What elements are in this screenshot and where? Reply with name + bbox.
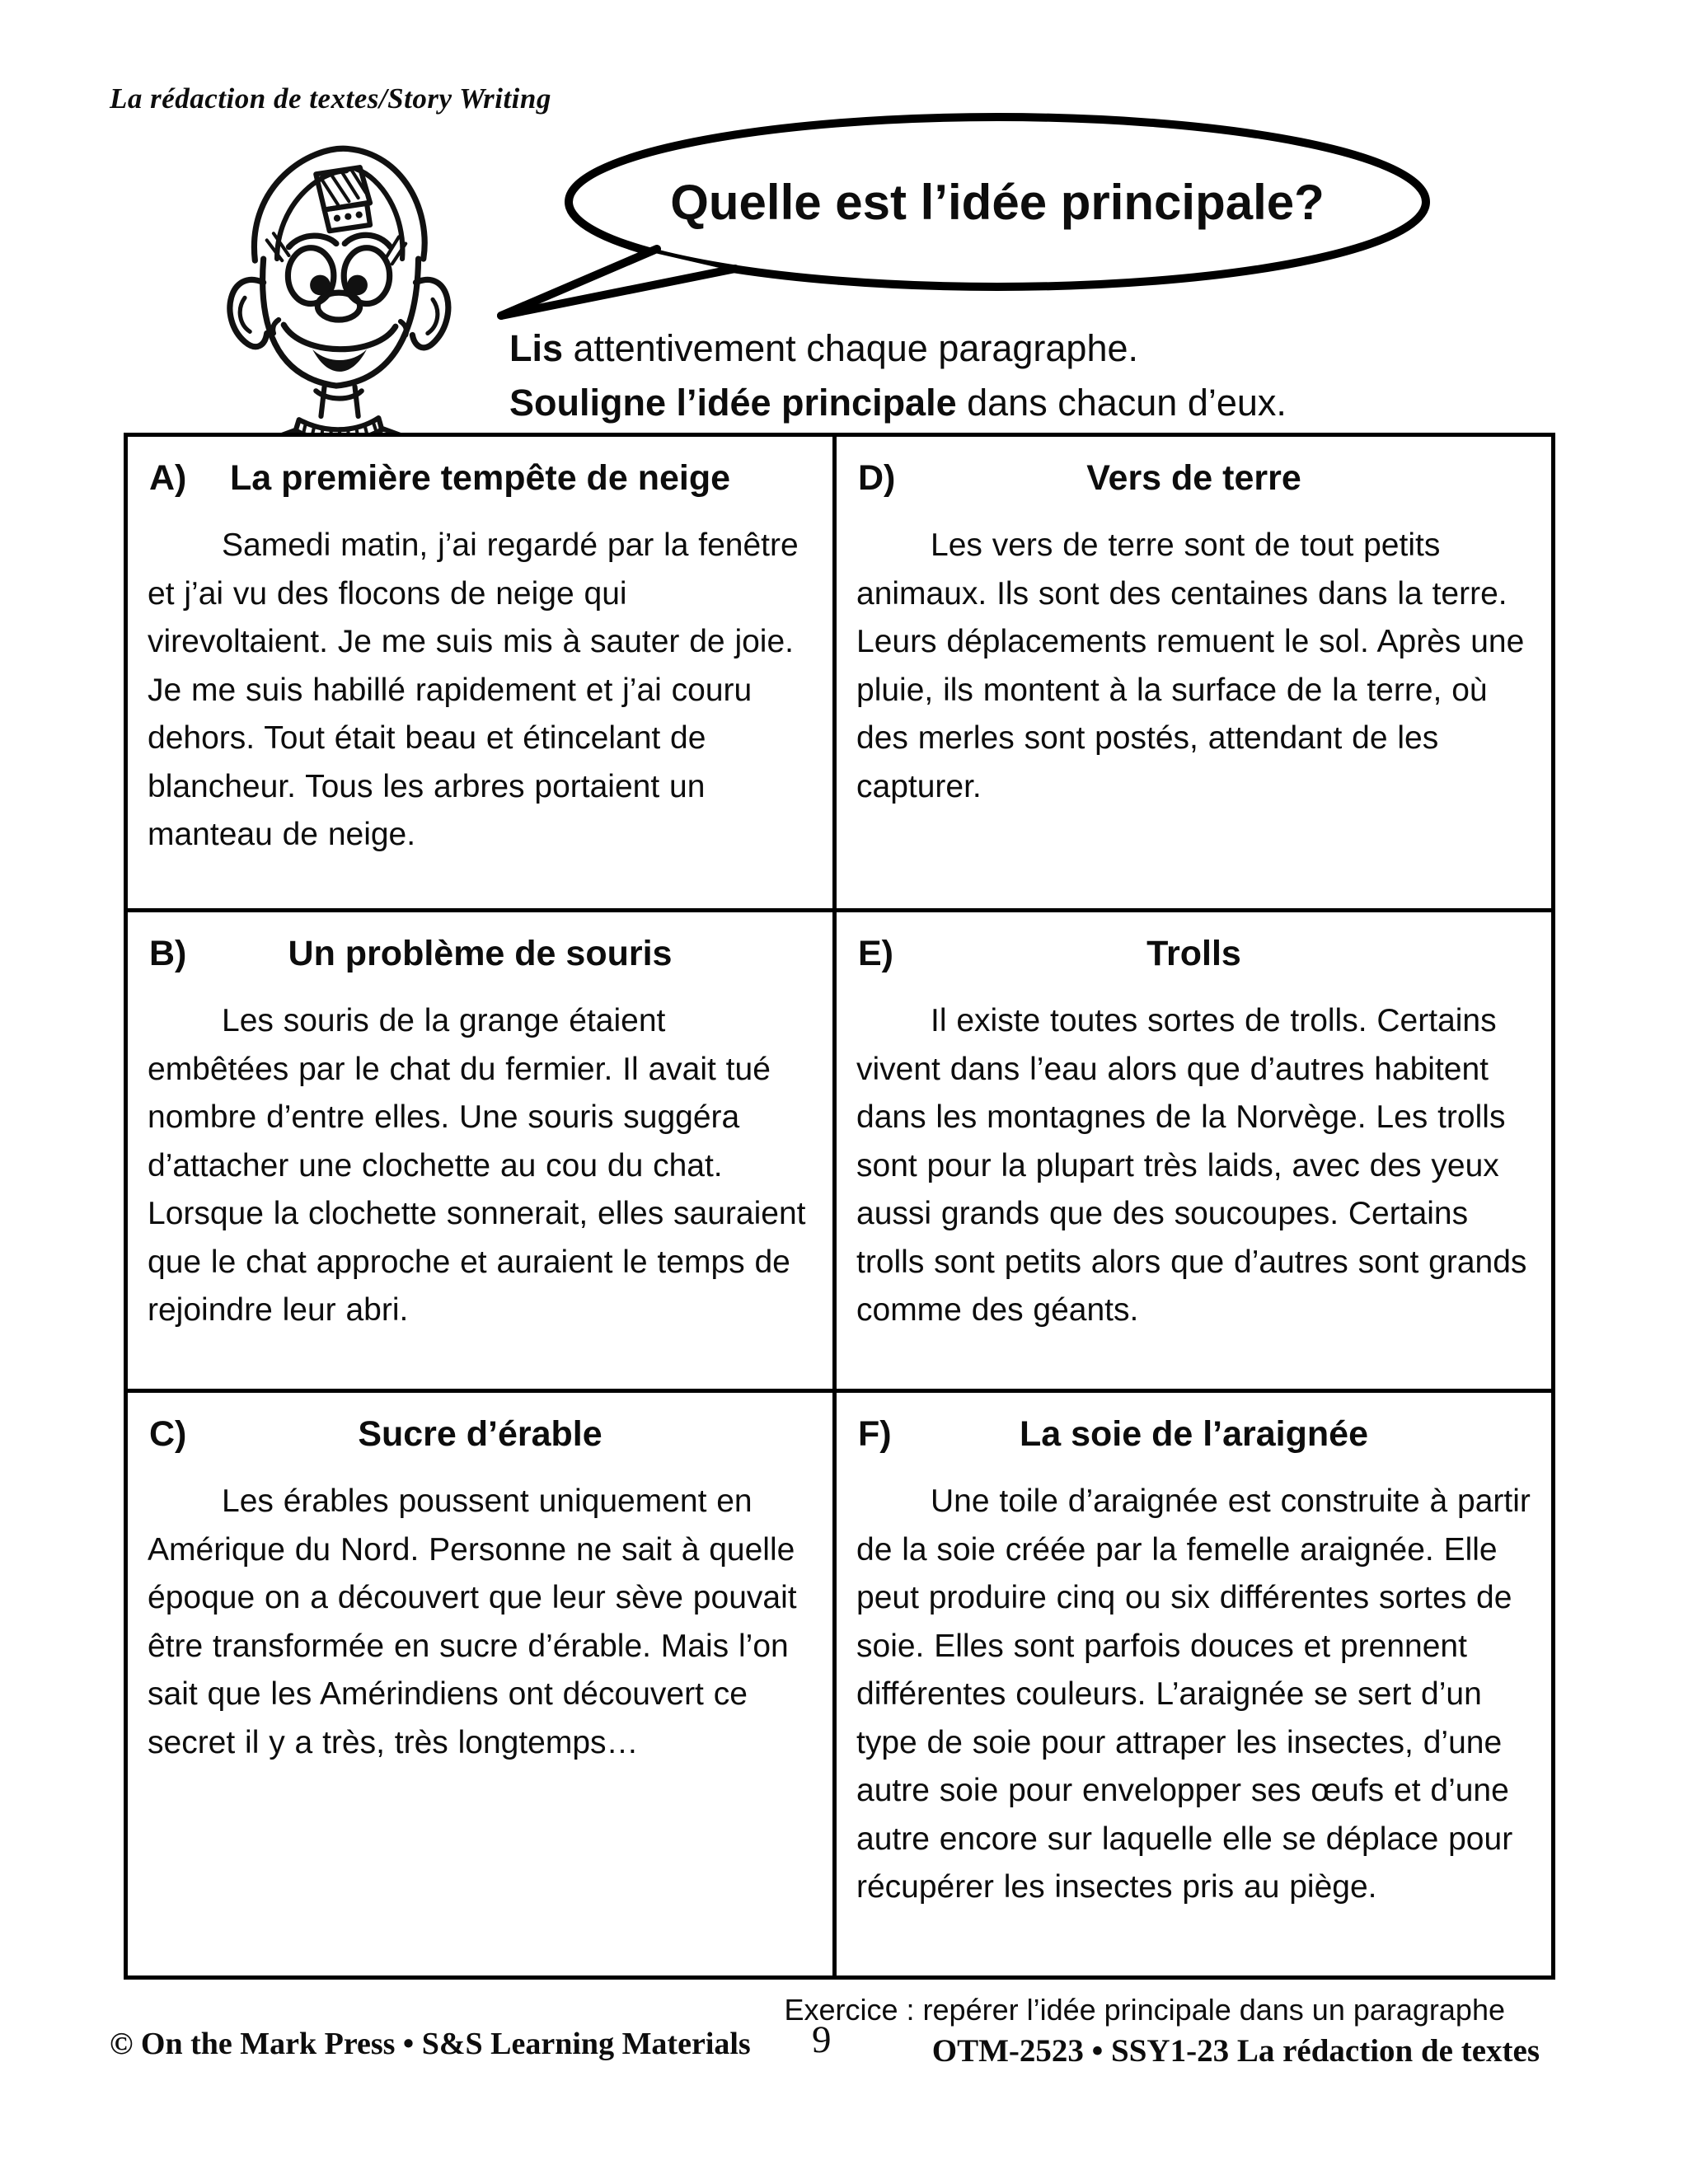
paragraph-title: La soie de l’araignée	[1019, 1414, 1368, 1454]
paragraph-title: La première tempête de neige	[230, 458, 730, 498]
paragraph-text: Les souris de la grange étaient embêtées par le chat du fermier. Il avait tué nombre d’entre elles. Une souris suggéra d’attacher une clochette au cou du chat. Lorsque la clochette sonnerait, elles sauraient que le chat approche et auraient le temps de rejoindre leur abri.	[148, 1003, 806, 1328]
paragraph-text: Il existe toutes sortes de trolls. Certains vivent dans l’eau alors que d’autres habitent dans les montagnes de la Norvège. Les trolls sont pour la plupart très laids, avec des yeux aussi grands que des soucoupes. Certains trolls sont petits alors que d’autres sont grands comme des géants.	[856, 1003, 1527, 1328]
page-number: 9	[812, 2018, 832, 2061]
instruction-bold: Souligne l’idée principale	[509, 382, 957, 424]
paragraph-table	[124, 433, 1555, 1980]
paragraph-heading	[148, 924, 813, 974]
paragraph-cell-c	[128, 1393, 837, 1975]
paragraph-label: A)	[149, 458, 187, 498]
paragraph-cell-f	[837, 1393, 1551, 1975]
paragraph-label: C)	[149, 1414, 187, 1454]
paragraph-text: Une toile d’araignée est construite à partir de la soie créée par la femelle araignée. Elle peut produire cinq ou six différentes sortes de soie. Elles sont parfois douces et prennent différentes couleurs. L’araignée se sert d’un type de soie pour attraper les insectes, d’une autre soie pour envelopper ses œufs et d’une autre encore sur laquelle elle se déplace pour récupérer les insectes pris au piège.	[856, 1483, 1531, 1905]
boy-cartoon-drawing	[210, 132, 466, 445]
paragraph-cell-e	[837, 912, 1551, 1393]
paragraph-heading	[148, 1404, 813, 1455]
paragraph-heading	[856, 448, 1531, 499]
paragraph-title: Trolls	[1146, 934, 1241, 973]
paragraph-text: Les vers de terre sont de tout petits animaux. Ils sont des centaines dans la terre. Leurs déplacements remuent le sol. Après une pluie, ils montent à la surface de la terre, où des merles sont postés, attendant de les capturer.	[856, 527, 1525, 804]
paragraph-text: Samedi matin, j’ai regardé par la fenêtre et j’ai vu des flocons de neige qui virevoltaient. Je me suis mis à sauter de joie. Je me suis habillé rapidement et j’ai couru dehors. Tout était beau et étincelant de blancheur. Tous les arbres portaient un manteau de neige.	[148, 527, 799, 852]
paragraph-cell-a	[128, 437, 837, 912]
paragraph-label: E)	[858, 934, 893, 973]
instruction-rest: dans chacun d’eux.	[956, 382, 1287, 424]
paragraph-label: F)	[858, 1414, 892, 1454]
instruction-line-2	[509, 376, 1287, 430]
paragraph-title: Un problème de souris	[288, 934, 673, 973]
paragraph-heading	[856, 1404, 1531, 1455]
paragraph-label: D)	[858, 458, 896, 498]
instruction-bold: Lis	[509, 327, 564, 369]
paragraph-heading	[856, 924, 1531, 974]
series-label: La rédaction de textes/Story Writing	[110, 82, 551, 115]
copyright-line: © On the Mark Press • S&S Learning Materials	[110, 2027, 751, 2061]
exercise-note: Exercice : repérer l’idée principale dans un paragraphe	[784, 1993, 1505, 2027]
instructions	[509, 321, 1287, 430]
paragraph-cell-d	[837, 437, 1551, 912]
paragraph-title: Sucre d’érable	[358, 1414, 603, 1454]
paragraph-text: Les érables poussent uniquement en Amérique du Nord. Personne ne sait à quelle époque on a découvert que leur sève pouvait être transformée en sucre d’érable. Mais l’on sait que les Amérindiens ont découvert ce secret il y a très, très longtemps…	[148, 1483, 797, 1760]
product-code: OTM-2523 • SSY1-23 La rédaction de textes	[931, 2033, 1540, 2069]
paragraph-heading	[148, 448, 813, 499]
paragraph-label: B)	[149, 934, 187, 973]
paragraph-cell-b	[128, 912, 837, 1393]
instruction-rest: attentivement chaque paragraphe.	[563, 327, 1139, 369]
instruction-line-1	[509, 321, 1287, 376]
speech-bubble	[462, 95, 1451, 342]
page-title: Quelle est l’idée principale?	[670, 175, 1325, 230]
paragraph-title: Vers de terre	[1086, 458, 1301, 498]
